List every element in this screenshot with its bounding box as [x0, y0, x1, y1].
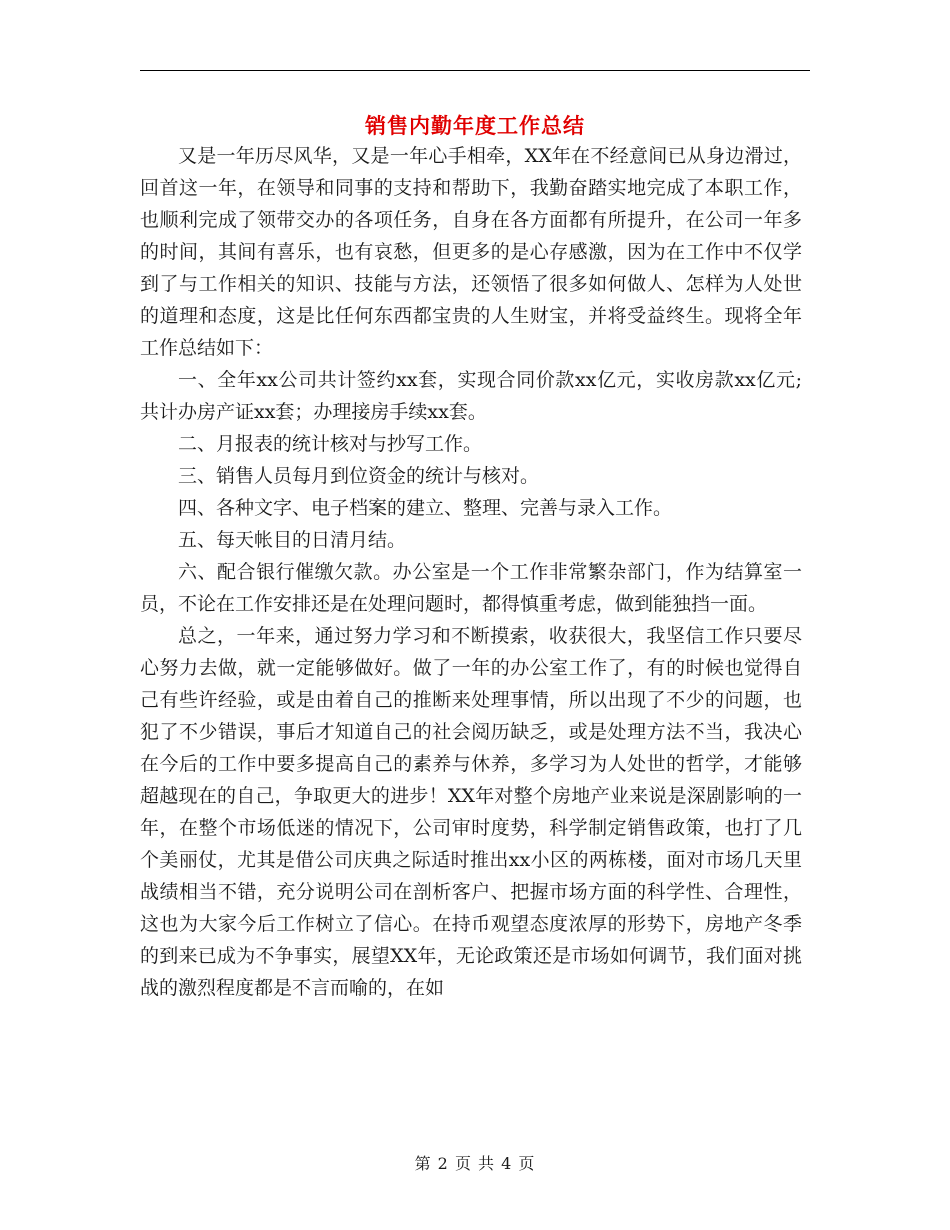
header-rule [140, 70, 810, 71]
paragraph-intro: 又是一年历尽风华，又是一年心手相牵，XX年在不经意间已从身边滑过，回首这一年，在领导和同事的支持和帮助下，我勤奋踏实地完成了本职工作，也顺利完成了领带交办的各项任务，自身在各方面都有所提升，在公司一年多的时间，其间有喜乐，也有哀愁，但更多的是心存感激，因为在工作中不仅学到了与工作相关的知识、技能与方法，还领悟了很多如何做人、怎样为人处世的道理和态度，这是比任何东西都宝贵的人生财宝，并将受益终生。现将全年工作总结如下： [140, 145, 802, 359]
paragraph-item-3: 三、销售人员每月到位资金的统计与核对。 [178, 465, 540, 487]
paragraph-item-4: 四、各种文字、电子档案的建立、整理、完善与录入工作。 [178, 497, 673, 519]
page-number: 第 2 页 共 4 页 [414, 1154, 536, 1173]
document-body [140, 140, 802, 1004]
paragraph-item-1: 一、全年xx公司共计签约xx套，实现合同价款xx亿元，实收房款xx亿元;共计办房产证xx套；办理接房手续xx套。 [140, 369, 802, 423]
paragraph-summary: 总之，一年来，通过努力学习和不断摸索，收获很大，我坚信工作只要尽心努力去做，就一定能够做好。做了一年的办公室工作了，有的时候也觉得自己有些许经验，或是由着自己的推断来处理事情，所以出现了不少的问题，也犯了不少错误，事后才知道自己的社会阅历缺乏，或是处理方法不当，我决心在今后的工作中要多提高自己的素养与休养，多学习为人处世的哲学，才能够超越现在的自己，争取更大的进步！XX年对整个房地产业来说是深剧影响的一年，在整个市场低迷的情况下，公司审时度势，科学制定销售政策，也打了几个美丽仗，尤其是借公司庆典之际适时推出xx小区的两栋楼，面对市场几天里战绩相当不错，充分说明公司在剖析客户、把握市场方面的科学性、合理性，这也为大家今后工作树立了信心。在持币观望态度浓厚的形势下，房地产冬季的到来已成为不争事实，展望XX年，无论政策还是市场如何调节，我们面对挑战的激烈程度都是不言而喻的，在如 [140, 625, 802, 999]
document-title: 销售内勤年度工作总结 [365, 113, 585, 138]
paragraph-item-6: 六、配合银行催缴欠款。办公室是一个工作非常繁杂部门，作为结算室一员，不论在工作安排还是在处理问题时，都得慎重考虑，做到能独挡一面。 [140, 561, 802, 615]
paragraph-item-5: 五、每天帐目的日清月结。 [178, 529, 407, 551]
paragraph-item-2: 二、月报表的统计核对与抄写工作。 [178, 433, 483, 455]
